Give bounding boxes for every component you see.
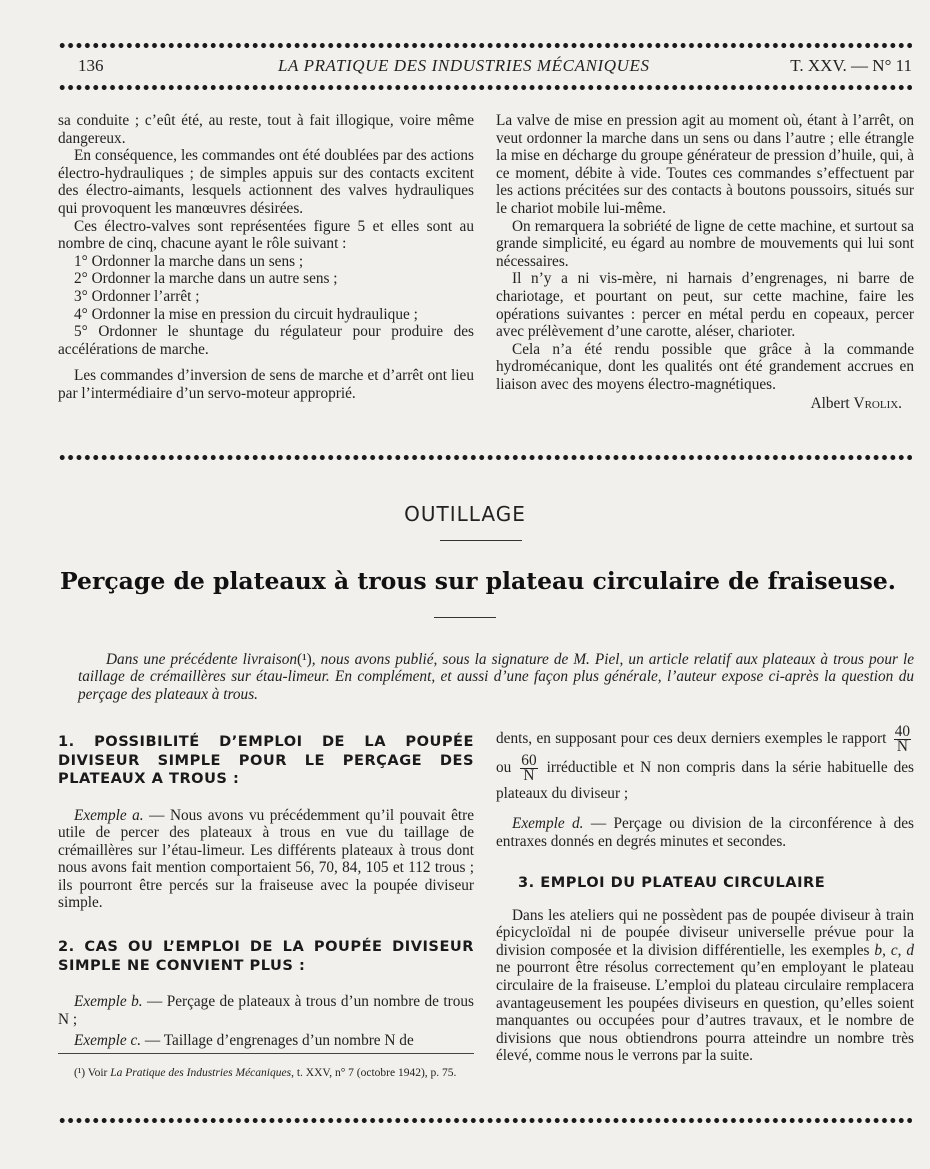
author-last-name: Vrolix. [853,394,902,412]
list-item: 5° Ordonner le shuntage du régulateur pour produire des accélérations de marche. [58,323,474,358]
example-a-text: — Nous avons vu précédemment qu’il pouvait être utile de percer des plateaux à trous en vue du taillage de crémaillères sur l’étau-limeur. Les différents plateaux à trous dont nous avons fait mention comportaient 56, 70, 84, 105 et 112 trous ; ils pourront être percés sur la fraiseuse avec la poupée diviseur simple. [58,806,474,912]
section-3-heading: 3. EMPLOI DU PLATEAU CIRCULAIRE [518,874,826,892]
list-item: 1° Ordonner la marche dans un sens ; [74,252,304,270]
footnote-rule [58,1053,474,1054]
continuation-text-1: dents, en supposant pour ces deux derniers exemples le rapport [496,730,887,748]
example-d-text: — Perçage ou division de la circonférence à des entraxes donnés en degrés minutes et secondes. [496,815,914,850]
section-3-text-1: Dans les ateliers qui ne possèdent pas de poupée diviseur à train épicycloïdal ni de poupée diviseur universelle prévue pour la division composée et la division différentielle, les exemples [496,906,914,959]
header-dotted-rule [58,84,912,91]
list-item: 4° Ordonner la mise en pression du circuit hydraulique ; [74,305,418,323]
section-underline [440,540,522,541]
section-label: OUTILLAGE [404,502,526,526]
section-1-heading: 1. POSSIBILITÉ D’EMPLOI DE LA POUPÉE DIVISEUR SIMPLE POUR LE PERÇAGE DES PLATEAUX A TROUS : [58,733,474,787]
intro-footnote-ref: (¹) [297,651,312,668]
footnote-journal: La Pratique des Industries Mécaniques [110,1067,292,1079]
page-number: 136 [78,56,104,75]
or-word: ou [496,759,512,777]
continuation-paragraph [496,725,914,804]
example-b-label: Exemple b. [74,993,143,1011]
left-column-top [58,112,474,403]
paragraph: Ces électro-valves sont représentées figure 5 et elles sont au nombre de cinq, chacune ayant le rôle suivant : [58,217,474,253]
example-d [496,815,914,850]
journal-title: LA PRATIQUE DES INDUSTRIES MÉCANIQUES [278,56,650,75]
example-c-label: Exemple c. [74,1032,142,1050]
article-title: Perçage de plateaux à trous sur plateau circulaire de fraiseuse. [60,567,896,595]
fraction-60-over-n [520,754,537,783]
footnote-post: , t. XXV, n° 7 (octobre 1942), p. 75. [291,1067,457,1079]
intro-text-1: Dans une précédente livraison [106,651,297,668]
intro-text-2: , nous avons publié, sous la signature de M. Piel, un article relatif aux plateaux à trous pour le taillage de crémaillères sur étau-limeur. En complément, et aussi d’une façon plus générale, l’auteur expose ci-après la question du perçage des plateaux à trous. [78,651,915,703]
example-a [58,807,474,913]
issue-number: T. XXV. — N° 11 [790,56,912,75]
article-intro [78,651,914,703]
example-c [58,1032,474,1050]
continuation-text-2: irréductible et N non compris dans la série habituelle des plateaux du diviseur ; [496,759,914,802]
fraction-numerator: 40 [894,723,910,740]
running-header [58,56,912,80]
right-column-bottom [496,725,914,1065]
middle-dotted-rule [58,454,912,461]
example-ref-b: b [874,941,883,959]
example-a-label: Exemple a. [74,806,144,824]
example-b-text: — Perçage de plateaux à trous d’un nombre de trous N ; [58,993,474,1028]
paragraph: En conséquence, les commandes ont été doublées par des actions électro-hydrauliques ; de simples appuis sur des contacts excitent des électro-aimants, lesquels actionnent des valves hydrauliques qui provoquent les manœuvres désirées. [58,147,474,217]
top-dotted-rule [58,42,912,49]
footnote-pre: Voir [87,1067,108,1079]
section-3-paragraph: Dans les ateliers qui ne possèdent pas de poupée diviseur à train épicycloïdal ni de poupée diviseur universelle prévue pour la division composée et la division différentielle, les exemples b, c, d ne pourront être résolus correctement qu’en employant le plateau circulaire de la fraiseuse. L’emploi du plateau circulaire remplacera avantageusement les poupées diviseurs en question, qu’elles soient manquantes ou occupées pour d’autres travaux, et le nombre de divisions que nous obtiendrons pourra atteindre un nombre très élevé, comme nous le verrons par la suite. [496,906,914,1065]
author-first-name: Albert [810,394,850,412]
title-underline [434,617,496,618]
right-column-top [496,112,914,412]
section-3-text-2: ne pourront être résolus correctement qu’en employant le plateau circulaire de la fraiseuse. L’emploi du plateau circulaire remplacera avantageusement les poupées diviseurs en question, qu’elles soient manquantes ou occupées pour d’autres travaux, et le nombre de divisions que nous obtiendrons pourra atteindre un nombre très élevé, comme nous le verrons par la suite. [496,959,914,1065]
paragraph: sa conduite ; c’eût été, au reste, tout à fait illogique, voire même dangereux. [58,112,474,147]
section-2-heading: 2. CAS OU L’EMPLOI DE LA POUPÉE DIVISEUR SIMPLE NE CONVIENT PLUS : [58,938,474,974]
fraction-denominator: N [523,767,535,784]
fraction-denominator: N [896,738,908,755]
fraction-numerator: 60 [521,752,537,769]
footnote-mark: (¹) [74,1067,86,1079]
bottom-dotted-rule [58,1117,912,1124]
paragraph: Cela n’a été rendu possible que grâce à la commande hydromécanique, dont les qualités ont été grandement accrues en liaison avec des moyens électro-magnétiques. [496,340,914,393]
paragraph: Il n’y a ni vis-mère, ni harnais d’engrenages, ni barre de chariotage, et pourtant on peut, sur cette machine, faire les opérations suivantes : percer en métal perdu en copeaux, percer avec prélèvement d’une carotte, aléser, charioter. [496,270,914,341]
paragraph: On remarquera la sobriété de ligne de cette machine, et surtout sa grande simplicité, eu égard au nombre de mouvements qui lui sont nécessaires. [496,217,914,270]
list-item: 3° Ordonner l’arrêt ; [74,287,200,305]
example-ref-d: d [906,941,914,959]
example-d-label: Exemple d. [512,815,584,832]
left-column-bottom [58,733,474,1050]
paragraph: La valve de mise en pression agit au moment où, étant à l’arrêt, on veut ordonner la marche dans un sens ou dans l’autre ; elle étrangle la mise en décharge du groupe générateur de pression d’huile, qui, à ce moment, débite à vide. Toutes ces commandes s’effectuent par les actions précitées sur des contacts à boutons poussoirs, situés sur le chariot mobile lui-même. [496,112,914,217]
paragraph: Les commandes d’inversion de sens de marche et d’arrêt ont lieu par l’intermédiaire d’un servo-moteur approprié. [58,367,474,402]
list-item: 2° Ordonner la marche dans un autre sens ; [74,270,338,288]
footnote [58,1066,474,1080]
example-ref-c: c [890,941,898,959]
author-signature [496,395,914,413]
example-b [58,993,474,1028]
example-c-text: — Taillage d’engrenages d’un nombre N de [141,1032,414,1050]
fraction-40-over-n [894,725,911,754]
